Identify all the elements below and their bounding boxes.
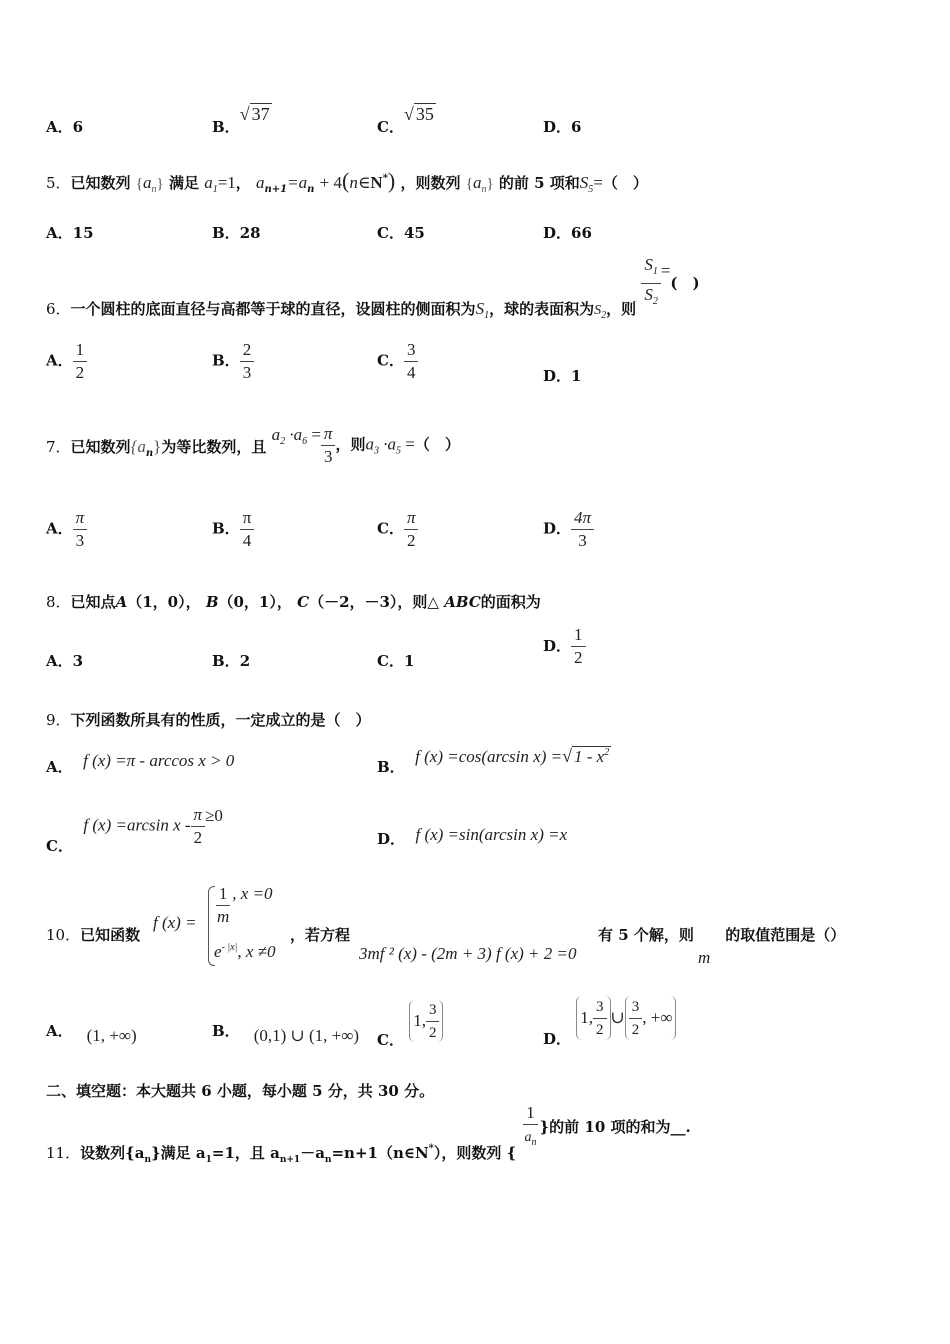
option-formula: f (x) =π - arccos x > 0 (83, 751, 235, 770)
question-text: }的前 10 项的和为__. (539, 1118, 691, 1136)
question-number: 5． (46, 174, 71, 192)
q5-option-a (46, 222, 94, 243)
option-fraction (240, 340, 255, 383)
math-expr: ≥0 (205, 805, 223, 825)
option-value: 3 (72, 652, 84, 670)
question-text: 已知数列 (70, 174, 131, 192)
question-text: 的取值范围是（） (725, 926, 846, 944)
q7-option-b (212, 508, 254, 551)
option-value: 2 (239, 652, 251, 670)
numerator: 1 (571, 625, 586, 647)
option-value: 1 (571, 367, 582, 385)
piece-1 (214, 884, 273, 927)
numerator: 2 (240, 340, 255, 362)
question-number: 11． (46, 1144, 81, 1162)
math-symbol: = (307, 424, 321, 444)
question-text: 的面积为 (480, 593, 541, 611)
option-fraction (404, 340, 419, 383)
q10-option-b (212, 1020, 360, 1045)
subscript: 1 (205, 1155, 212, 1165)
option-label: C． (377, 519, 404, 538)
subscript: 2 (601, 309, 607, 321)
option-value: 66 (571, 224, 592, 242)
question-5: 5．已知数列 $\{a_n\}$ 满足 $a_1=1$， $a_{n+1}=a_n$ + 4(n∈N*) ，则数列 $\{a_n\}$ 的前 5 项和$S_5=$（ ） (46, 168, 648, 195)
numerator: 3 (629, 997, 643, 1019)
option-formula: f (x) =arcsin x - (83, 815, 191, 835)
math-var: a (365, 434, 374, 454)
option-label: D． (543, 519, 572, 538)
question-text: 的前 5 项和 (498, 174, 580, 192)
option-label: B． (377, 758, 405, 776)
denominator: 3 (75, 531, 85, 550)
sequence-symbol: $\{a_n\}$ (135, 173, 164, 195)
question-number: 6． (46, 299, 71, 318)
math-symbol: = (660, 260, 671, 280)
sqrt-expression: √ 37 (239, 104, 270, 124)
piece-condition: , x =0 (232, 884, 273, 904)
q6-option-a (46, 340, 87, 383)
math-var: S (579, 173, 589, 192)
question-text: 一个圆柱的底面直径与高都等于球的直径，设圆柱的侧面积为 (70, 299, 476, 318)
q6-option-c (377, 340, 418, 383)
math-var: S (475, 298, 485, 318)
option-fraction (426, 1000, 440, 1043)
subscript: n+1 (264, 184, 288, 195)
q8-option-a (46, 650, 83, 671)
option-label: D． (543, 118, 572, 136)
q4-option-b (212, 104, 272, 136)
question-number: 10． (46, 926, 81, 944)
option-label: A． (46, 519, 73, 538)
question-text: =1，且 a (211, 1144, 280, 1162)
subscript: 1 (484, 309, 490, 321)
question-text: ，球的表面积为 (489, 299, 595, 318)
math-var: S (594, 302, 602, 318)
question-text: 下列函数所具有的性质，一定成立的是（ ） (70, 711, 371, 729)
subscript: 5 (588, 184, 594, 195)
subscript: n (151, 184, 157, 195)
option-value: 6 (571, 118, 582, 136)
math-expr: + 4 (319, 173, 342, 192)
math-symbol: } (153, 436, 162, 456)
numerator: 3 (426, 1000, 440, 1022)
subscript: 1 (212, 184, 218, 195)
subscript: n (144, 1155, 152, 1165)
option-label: B． (212, 652, 240, 670)
option-value: 1 (403, 652, 415, 670)
question-10-tail (598, 924, 845, 945)
math-var: a (204, 173, 213, 192)
q4-option-a (46, 116, 83, 137)
denominator: 2 (428, 1024, 437, 1041)
numerator: π (191, 805, 206, 827)
q10-option-d (543, 996, 676, 1048)
q5-option-d (543, 222, 592, 243)
triangle-label: ABC (444, 593, 481, 611)
question-text: 已知函数 (80, 926, 141, 944)
radicand-text: 1 - x (573, 747, 605, 766)
option-label: C． (377, 1031, 404, 1049)
denominator: m (217, 907, 230, 926)
point-label: B (205, 593, 219, 611)
option-label: B． (212, 224, 240, 242)
subscript: 2 (280, 435, 286, 447)
option-fraction (191, 805, 206, 848)
question-6 (46, 255, 700, 321)
subscript: 1 (652, 266, 658, 277)
q9-option-c (46, 805, 223, 855)
q6-option-b (212, 340, 254, 383)
piece-2 (214, 942, 275, 962)
superscript: - |x| (221, 942, 238, 953)
question-text: ，则数列 (400, 174, 461, 192)
question-7 (46, 424, 460, 467)
q9-option-d (377, 824, 568, 848)
math-expr: =a (287, 173, 308, 192)
numerator: π (240, 508, 255, 530)
option-label: B． (212, 1022, 240, 1040)
piece-condition: , x ≠0 (237, 942, 276, 961)
subscript: n (481, 184, 487, 195)
question-text: 设数列{a (80, 1144, 145, 1162)
option-label: A． (46, 758, 73, 776)
math-symbol: ∈ (357, 173, 371, 192)
denominator: 3 (578, 531, 587, 550)
option-label: C． (377, 351, 404, 370)
denominator: 4 (406, 363, 416, 382)
option-label: D． (377, 830, 406, 848)
option-label: B． (212, 351, 240, 370)
denominator: 3 (242, 363, 252, 382)
interval-bracket-1 (576, 996, 610, 1040)
ratio-fraction (641, 255, 661, 312)
question-text: －a (300, 1144, 325, 1162)
option-label: C． (377, 224, 404, 242)
math-var: {a (130, 436, 146, 456)
numerator: 4π (571, 508, 594, 530)
subscript: n (307, 184, 315, 195)
radicand: 35 (415, 104, 434, 124)
question-text: 已知点 (70, 593, 116, 611)
piece-fraction (214, 884, 232, 927)
sqrt-expression: √ 35 (403, 104, 434, 124)
denominator: 2 (596, 1021, 604, 1038)
punctuation: ， (235, 174, 251, 192)
math-var: m (698, 948, 711, 967)
question-text: ，若方程 (290, 926, 351, 944)
option-formula: (1, +∞) (86, 1026, 137, 1045)
subscript: 3 (373, 445, 379, 457)
math-var: a (472, 173, 482, 192)
math-expr: , +∞ (642, 1008, 673, 1027)
question-text: （0，1）， (218, 593, 292, 611)
math-expr: =1 (217, 173, 236, 192)
question-10 (46, 924, 140, 945)
subscript: n (145, 447, 154, 459)
numerator: 1 (73, 340, 88, 362)
question-text: =n+1（n∈N (331, 1144, 429, 1162)
math-var: e (214, 942, 222, 961)
option-fraction (73, 508, 88, 551)
q9-option-b (377, 746, 611, 776)
math-symbol: = (400, 434, 415, 454)
option-fraction (404, 508, 419, 551)
answer-blank: （ ） (602, 174, 648, 192)
sequence-symbol: $\{a_n\}$ (465, 173, 494, 195)
subscript: 6 (302, 435, 308, 447)
denominator: 4 (242, 531, 252, 550)
math-expr: 1, (580, 1008, 593, 1027)
option-fraction (240, 508, 255, 551)
question-text: 已知数列 (70, 437, 131, 456)
math-var: S (644, 255, 653, 274)
option-value: 28 (239, 224, 261, 242)
sqrt-expression: √ $1 - x^2$ (562, 746, 610, 766)
q4-option-c (377, 104, 436, 136)
answer-blank: （ ） (414, 435, 460, 454)
q5-option-b (212, 222, 261, 243)
question-text: ，则 (606, 299, 637, 318)
denominator: 3 (323, 447, 333, 466)
math-var: a (271, 424, 281, 444)
answer-blank: ( ) (670, 273, 700, 292)
question-text: }满足 a (151, 1144, 206, 1162)
math-symbol: = (593, 173, 603, 192)
option-label: A． (46, 118, 73, 136)
numerator: 3 (593, 997, 607, 1019)
superscript: 2 (604, 747, 610, 758)
question-text: ，则 (335, 435, 366, 454)
option-label: C． (46, 836, 73, 855)
function-name: f (x) = (153, 913, 197, 932)
numerator: 3 (404, 340, 419, 362)
interval-bracket (409, 1000, 443, 1042)
numerator: 1 (523, 1103, 538, 1125)
superscript: * (428, 1143, 434, 1154)
numerator: π (321, 424, 336, 446)
option-label: D． (543, 1030, 572, 1048)
option-label: B． (212, 519, 240, 538)
math-var: n (349, 173, 358, 192)
math-var: a (524, 1130, 532, 1145)
numerator: π (73, 508, 88, 530)
question-number: 7． (46, 437, 71, 456)
numerator: π (404, 508, 419, 530)
question-text: 满足 (168, 174, 199, 192)
interval-bracket-2 (625, 996, 677, 1040)
option-label: A． (46, 224, 73, 242)
math-var: S (644, 285, 653, 304)
math-symbol: N (370, 173, 383, 192)
question-text: 有 5 个解，则 (598, 926, 694, 944)
condition-fraction (321, 424, 336, 467)
denominator: 2 (193, 828, 203, 847)
q9-option-a (46, 750, 235, 776)
q5-option-c (377, 222, 425, 243)
denominator: 2 (574, 648, 583, 667)
point-label: A (115, 593, 128, 611)
q7-option-a (46, 508, 87, 551)
option-label: B． (212, 118, 240, 136)
radicand (572, 746, 611, 766)
q10-option-a (46, 1020, 137, 1045)
option-label: A． (46, 1022, 73, 1040)
option-formula: (0,1) ∪ (1, +∞) (253, 1026, 360, 1045)
q10-option-c (377, 1000, 443, 1049)
question-8 (46, 591, 541, 612)
option-fraction (593, 997, 607, 1040)
subscript: 2 (652, 296, 658, 307)
subscript: 5 (395, 445, 401, 457)
question-text: ），则数列 { (433, 1144, 517, 1162)
denominator: 2 (406, 531, 416, 550)
option-label: C． (377, 652, 404, 670)
option-label: A． (46, 351, 73, 370)
subscript: n (531, 1137, 537, 1148)
superscript: * (382, 173, 388, 184)
math-expr: 1, (413, 1011, 426, 1030)
option-fraction (571, 625, 586, 668)
q7-option-d (543, 508, 594, 551)
option-value: 45 (403, 224, 425, 242)
option-formula: f (x) =sin(arcsin x) =x (415, 825, 568, 844)
option-label: C． (377, 118, 404, 136)
math-expr: ·a (285, 424, 303, 444)
q7-option-c (377, 508, 418, 551)
question-number: 9． (46, 711, 71, 729)
option-value: 15 (72, 224, 94, 242)
subscript: n+1 (279, 1155, 301, 1165)
math-var: a (256, 173, 265, 192)
radicand: 37 (251, 104, 270, 124)
math-expr: ·a (378, 434, 396, 454)
option-fraction (73, 340, 88, 383)
option-label: A． (46, 652, 73, 670)
question-11 (46, 1103, 691, 1165)
question-9 (46, 709, 371, 730)
q4-option-d (543, 116, 581, 137)
question-text: （－2，－3），则△ (309, 593, 439, 611)
point-label: C (297, 593, 310, 611)
q6-option-d (543, 365, 581, 386)
question-text: 为等比数列，且 (161, 437, 267, 456)
option-fraction (629, 997, 643, 1040)
section-heading: 二、填空题：本大题共 6 小题，每小题 5 分，共 30 分。 (46, 1082, 435, 1100)
subscript: n (324, 1155, 332, 1165)
question-text: （1，0）， (127, 593, 201, 611)
math-var: a (143, 173, 152, 192)
equation: 3mf ² (x) - (2m + 3) f (x) + 2 =0 (359, 944, 577, 963)
denominator: 2 (631, 1021, 640, 1038)
question-number: 8． (46, 593, 71, 611)
option-label: D． (543, 224, 572, 242)
option-value: 6 (72, 118, 84, 136)
option-label: D． (543, 636, 572, 655)
union-symbol: ∪ (610, 1008, 625, 1027)
option-formula: f (x) =cos(arcsin x) = (415, 747, 563, 766)
numerator: 1 (216, 884, 231, 906)
q8-option-b (212, 650, 250, 671)
reciprocal-fraction (522, 1103, 540, 1153)
option-fraction (571, 508, 594, 551)
denominator: 2 (75, 363, 85, 382)
q8-option-d (543, 625, 586, 668)
option-label: D． (543, 367, 572, 385)
q8-option-c (377, 650, 414, 671)
